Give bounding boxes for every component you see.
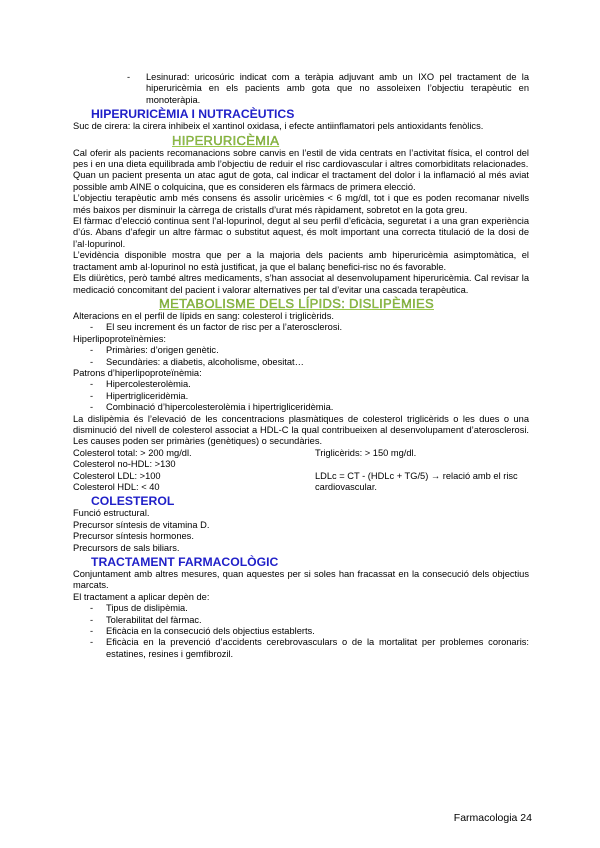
list-item: - Hipertrigliceridèmia. xyxy=(90,390,189,401)
list-item xyxy=(73,72,529,106)
heading-nutraceutics: HIPERURICÈMIA I NUTRACÈUTICS xyxy=(91,107,295,122)
list-item: - Combinació d’hipercolesterolèmia i hipertrigliceridèmia. xyxy=(90,402,334,413)
bullet-dash: - xyxy=(90,603,94,614)
list-label: Hiperlipoproteïnèmies: xyxy=(73,333,167,344)
list-item: - Secundàries: a diabetis, alcoholisme, obesitat… xyxy=(90,356,304,367)
heading-dislipemies: METABOLISME DELS LÍPIDS: DISLIPÈMIES xyxy=(159,295,434,311)
paragraph: La dislipèmia és l’elevació de les concentracions plasmàtiques de colesterol triglicèrids o les dues o una disminució del nivell de colesterol associat a HDL-C la qual contribueixen al desenvolupament d’aterosclerosi. Les causes poden ser primàries (genètiques) o secundàries. xyxy=(73,413,529,447)
bullet-dash: - xyxy=(90,390,94,401)
bullet-text: Lesinurad: uricosúric indicat com a teràpia adjuvant amb un IXO pel tractament de la hiperuricèmia en els pacients amb gota que no assoleixen l’objectiu terapèutic en monoteràpia. xyxy=(146,72,529,105)
bullet-dash: - xyxy=(90,322,94,333)
bullet-dash: - xyxy=(90,402,94,413)
ldl-formula: LDLc = CT - (HDLc + TG/5) → relació amb el risc cardiovascular. xyxy=(315,470,518,492)
value-line: Colesterol HDL: < 40 xyxy=(73,482,160,492)
lipid-values-right xyxy=(315,448,529,494)
paragraph: Alteracions en el perfil de lípids en sang: colesterol i triglicèrids. xyxy=(73,310,334,321)
text-line: Precursors de sals biliars. xyxy=(73,542,180,553)
paragraph: L’objectiu terapèutic amb més consens és assolir uricèmies < 6 mg/dl, tot i que es poden recomanar nivells més baixos per disminuir la càrrega de cristalls d’urat més ràpidament, sobretot en la gota greu. xyxy=(73,193,529,215)
paragraph: Cal oferir als pacients recomanacions sobre canvis en l’estil de vida centrats en l’activitat física, el control del pes i en una dieta equilibrada amb l’objectiu de reduir el risc cardiovascular i altres comorbiditats relacionades. xyxy=(73,147,529,170)
bullet-dash: - xyxy=(90,356,94,367)
paragraph: El fàrmac d’elecció continua sent l’al·lopurinol, degut al seu perfil d’eficàcia, seguretat i a una gran experiència d’ús. Abans d’afegir un altre fàrmac o substitut aquest, és molt important una correcta titulació de la dosi de l’al·lopurinol. xyxy=(73,216,529,249)
value-line: Colesterol no-HDL: >130 xyxy=(73,459,176,470)
list-item: - Hipercolesterolèmia. xyxy=(90,379,191,390)
page-footer: Farmacologia 24 xyxy=(453,812,532,824)
value-line: Colesterol LDL: >100 xyxy=(73,470,161,481)
paragraph: Quan un pacient presenta un atac agut de gota, cal indicar el tractament del dolor i la inflamació al més aviat possible amb AINE o colquicina, que es consideren els fàrmacs de primera elecció. xyxy=(73,170,529,192)
heading-colesterol: COLESTEROL xyxy=(91,494,175,509)
list-label: Patrons d’hiperlipoproteïnèmia: xyxy=(73,367,202,378)
list-item: - El seu increment és un factor de risc per a l’aterosclerosi. xyxy=(90,322,343,333)
bullet-dash: - xyxy=(90,626,94,637)
bullet-dash: - xyxy=(127,72,131,82)
bullet-dash: - xyxy=(90,614,94,625)
lipid-values xyxy=(73,448,529,494)
paragraph: Suc de cirera: la cirera inhibeix el xantinol oxidasa, i efecte antiinflamatori pels antioxidants fenòlics. xyxy=(73,121,484,132)
value-line: Colesterol total: > 200 mg/dl. xyxy=(73,447,192,458)
heading-tractament: TRACTAMENT FARMACOLÒGIC xyxy=(91,555,279,570)
lipid-values-left xyxy=(73,448,315,494)
list-item: - Eficàcia en la prevenció d’accidents cerebrovasculars o de la mortalitat per problemes coronaris: estatines, resines i gemfibrozil. xyxy=(90,637,529,659)
value-line: Triglicèrids: > 150 mg/dl. xyxy=(315,447,417,458)
text-line: Funció estructural. xyxy=(73,508,150,519)
paragraph: El tractament a aplicar depèn de: xyxy=(73,591,210,602)
paragraph: L’evidència disponible mostra que per a la majoria dels pacients amb hiperuricèmia asimptomàtica, el tractament amb al·lopurinol no està justificat, ja que el balanç benefici-risc no és favorable. xyxy=(73,250,529,272)
list-item: - Tolerabilitat del fàrmac. xyxy=(90,614,202,625)
bullet-dash: - xyxy=(90,637,94,648)
paragraph: Conjuntament amb altres mesures, quan aquestes per si soles han fracassat en la consecució dels objectius marcats. xyxy=(73,569,529,591)
bullet-dash: - xyxy=(90,345,94,356)
document-page xyxy=(73,72,529,660)
list-item: - Tipus de dislipèmia. xyxy=(90,603,188,614)
text-line: Precursor síntesis hormones. xyxy=(73,531,194,542)
bullet-dash: - xyxy=(90,379,94,390)
heading-hiperuricemia: HIPERURICÈMIA xyxy=(172,132,280,148)
list-item: - Eficàcia en la consecució dels objectius establerts. xyxy=(90,626,315,637)
list-item: - Primàries: d’origen genètic. xyxy=(90,345,219,356)
text-line: Precursor síntesis de vitamina D. xyxy=(73,519,210,530)
paragraph: Els diürètics, però també altres medicaments, s’han associat al desenvolupament hiperuricèmia. Cal revisar la medicació concomitant del pacient i valorar alternatives per tal d’evitar una cascada terapèutica. xyxy=(73,273,529,295)
